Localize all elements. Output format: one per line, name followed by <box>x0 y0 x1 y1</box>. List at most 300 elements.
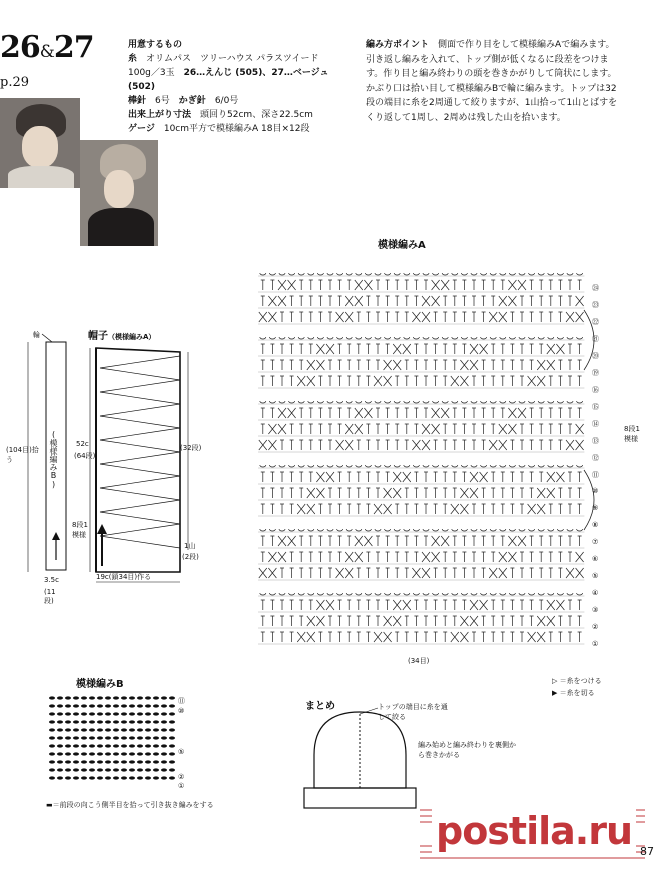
logo-text: postila.ru <box>432 809 636 853</box>
chart-b-stitch <box>89 752 95 755</box>
chart-a-stitch <box>472 296 476 306</box>
chart-a-stitch <box>318 312 322 322</box>
chart-a-stitch <box>384 488 392 498</box>
chart-a-row-mark: ⑳ <box>592 352 599 360</box>
chart-a-stitch <box>462 600 466 610</box>
chart-b-stitch <box>153 768 159 771</box>
chart-a-stitch <box>366 424 370 434</box>
chart-b-legend-text: ＝前段の向こう側半目を拾って引き抜き編みをする <box>52 801 214 809</box>
chart-a-stitch <box>509 593 515 595</box>
chart-a-stitch <box>510 488 514 498</box>
chart-a-stitch <box>520 296 524 306</box>
chart-a-stitch <box>366 600 370 610</box>
chart-a-stitch <box>309 344 313 354</box>
chart-a-stitch <box>471 273 477 275</box>
chart-b-stitch <box>145 696 151 699</box>
chart-a-stitch <box>365 593 371 595</box>
chart-a-stitch <box>576 568 584 578</box>
chart-a-stitch <box>434 360 438 370</box>
chart-b-stitch <box>73 760 79 763</box>
chart-a-stitch <box>472 280 476 290</box>
chart-a-stitch <box>529 529 535 531</box>
chart-a-stitch <box>356 401 362 403</box>
chart-a-stitch <box>510 616 514 626</box>
chart-a-stitch <box>338 376 342 386</box>
chart-a-stitch <box>386 440 390 450</box>
chart-a-stitch <box>549 424 553 434</box>
chart-a-stitch <box>308 273 314 275</box>
chart-a-stitch <box>558 504 562 514</box>
chart-a-stitch <box>261 616 265 626</box>
chart-a-stitch <box>470 360 478 370</box>
chart-b-stitch <box>169 720 175 723</box>
chart-b-stitch <box>161 704 167 707</box>
chart-a-stitch <box>269 401 275 403</box>
chart-a-stitch <box>423 337 429 339</box>
chart-a-stitch <box>316 472 324 482</box>
chart-b-stitch <box>97 776 103 779</box>
chart-a-stitch <box>441 408 449 418</box>
chart-b-stitch <box>105 752 111 755</box>
chart-b-stitch <box>121 744 127 747</box>
chart-a-stitch <box>509 465 515 467</box>
chart-a-stitch <box>539 536 543 546</box>
chart-a-stitch <box>520 504 524 514</box>
chart-b-stitch <box>97 728 103 731</box>
chart-a-stitch <box>510 600 514 610</box>
chart-a-stitch <box>480 344 488 354</box>
chart-a-stitch <box>443 616 447 626</box>
chart-a-stitch <box>309 552 313 562</box>
chart-a-stitch <box>375 529 381 531</box>
chart-a-stitch <box>462 552 466 562</box>
chart-a-stitch <box>270 616 274 626</box>
chart-b-stitch <box>89 696 95 699</box>
chart-a-stitch <box>539 408 543 418</box>
legend-cut <box>552 688 595 698</box>
chart-a-stitch <box>528 376 536 386</box>
chart-a-stitch <box>432 296 440 306</box>
chart-a-stitch <box>270 408 274 418</box>
width-rows-label: (64段) <box>74 452 96 460</box>
chart-a-stitch <box>279 593 285 595</box>
chart-a-stitch <box>482 536 486 546</box>
chart-b-stitch <box>153 720 159 723</box>
chart-a-stitch <box>529 465 535 467</box>
chart-a-stitch <box>260 401 266 403</box>
chart-a-stitch <box>374 632 382 642</box>
chart-a-stitch <box>270 360 274 370</box>
chart-a-stitch <box>452 529 458 531</box>
chart-b-stitch <box>169 728 175 731</box>
chart-a-stitch <box>530 360 534 370</box>
hook-label: かぎ針 <box>178 96 206 106</box>
chart-a-stitch <box>520 360 524 370</box>
chart-a-stitch <box>443 600 447 610</box>
chart-a-stitch <box>547 344 555 354</box>
chart-a-stitch <box>537 504 545 514</box>
chart-a-stitch <box>317 465 323 467</box>
chart-b-stitch <box>121 712 127 715</box>
chart-a-stitch <box>356 529 362 531</box>
finishing-top-note: トップの端目に糸を通して絞る <box>378 703 448 721</box>
chart-b-stitch <box>49 768 55 771</box>
chart-a-stitch <box>499 552 507 562</box>
chart-a-stitch <box>260 465 266 467</box>
chart-a-stitch <box>549 440 553 450</box>
chart-b-stitch <box>73 736 79 739</box>
chart-a-stitch <box>299 472 303 482</box>
yarn-text: オリムパス ツリーハウス パラスツイード 100g／3玉 <box>128 54 328 78</box>
chart-a-stitch <box>394 401 400 403</box>
chart-a-stitch <box>453 408 457 418</box>
chart-a-stitch <box>395 296 399 306</box>
chart-a-stitch <box>549 632 553 642</box>
chart-a-stitch <box>278 536 286 546</box>
chart-b-stitch <box>89 760 95 763</box>
chart-b-stitch <box>145 720 151 723</box>
chart-a-stitch <box>414 488 418 498</box>
chart-a-stitch <box>529 401 535 403</box>
chart-a-stitch <box>453 472 457 482</box>
title-ampersand: & <box>39 42 54 62</box>
chart-a-stitch <box>489 568 497 578</box>
chart-a-stitch <box>347 376 351 386</box>
chart-a-stitch <box>412 440 420 450</box>
chart-b-stitch <box>105 736 111 739</box>
chart-a-stitch <box>500 401 506 403</box>
chart-a-stitch <box>434 488 438 498</box>
chart-a-stitch <box>499 312 507 322</box>
chart-a-stitch <box>327 273 333 275</box>
chart-a-stitch <box>491 360 495 370</box>
chart-b-stitch <box>153 704 159 707</box>
chart-a-stitch <box>357 488 361 498</box>
chart-a-stitch <box>501 344 505 354</box>
chart-a-stitch <box>530 472 534 482</box>
chart-b-stitch <box>121 760 127 763</box>
chart-b-stitch <box>49 776 55 779</box>
chart-a-stitch <box>482 504 486 514</box>
chart-a-stitch <box>395 408 399 418</box>
face-shape <box>22 126 58 168</box>
chart-b-stitch <box>145 712 151 715</box>
chart-a-stitch <box>328 440 332 450</box>
chart-a-stitch <box>357 344 361 354</box>
chart-a-stitch <box>357 632 361 642</box>
chart-a-stitch <box>299 344 303 354</box>
needle-value: 6号 <box>155 96 170 106</box>
chart-a-stitch <box>346 401 352 403</box>
chart-a-stitch <box>480 472 488 482</box>
cast-on-label: 19c(鎖34目)作る <box>96 573 152 581</box>
chart-b-stitch <box>113 736 119 739</box>
chart-a-stitch <box>441 536 449 546</box>
chart-a-stitch <box>357 312 361 322</box>
chart-a-stitch <box>376 408 380 418</box>
chart-a-stitch <box>539 600 543 610</box>
chart-a-stitch <box>308 337 314 339</box>
chart-a-stitch <box>558 312 562 322</box>
chart-a-stitch <box>288 280 296 290</box>
chart-a-stitch <box>501 504 505 514</box>
yarn-26: 26…えんじ (505)、 <box>183 68 272 78</box>
chart-a-row-mark: ㉒ <box>592 318 599 326</box>
chart-a-stitch <box>308 401 314 403</box>
chart-b-stitch <box>89 744 95 747</box>
chart-a-stitch <box>567 529 573 531</box>
hat-title: 帽子 <box>88 331 108 342</box>
chart-a-stitch <box>452 273 458 275</box>
chart-a-stitch <box>318 376 322 386</box>
chart-a-stitch <box>558 536 562 546</box>
chart-a-stitch <box>510 440 514 450</box>
chart-a-stitch <box>337 273 343 275</box>
chart-a-stitch <box>556 472 564 482</box>
chart-a-stitch <box>357 360 361 370</box>
chart-b-stitch <box>113 712 119 715</box>
chart-a-stitch <box>290 440 294 450</box>
model-photo-1 <box>0 98 80 188</box>
chart-a-stitch <box>548 529 554 531</box>
chart-a-stitch <box>568 408 572 418</box>
chart-a-stitch <box>453 344 457 354</box>
chart-a-stitch <box>424 488 428 498</box>
chart-a-stitch <box>443 296 447 306</box>
chart-a-stitch <box>501 360 505 370</box>
chart-a-stitch <box>347 472 351 482</box>
chart-a-stitch <box>520 552 524 562</box>
chart-a-stitch <box>500 593 506 595</box>
chart-a-stitch <box>443 312 447 322</box>
chart-a-stitch <box>374 504 382 514</box>
chart-a-stitch <box>327 529 333 531</box>
chart-a-stitch <box>558 552 562 562</box>
body-shape <box>8 166 74 188</box>
chart-b-stitch <box>129 760 135 763</box>
chart-a-stitch <box>433 273 439 275</box>
chart-a-stitch <box>491 600 495 610</box>
chart-a-stitch <box>499 440 507 450</box>
chart-b-stitch <box>161 752 167 755</box>
chart-a-stitch <box>510 632 514 642</box>
hat-brim <box>304 788 416 808</box>
chart-a-stitch <box>578 360 582 370</box>
chart-a-row-mark: ㉔ <box>592 284 599 292</box>
chart-a-stitch <box>337 465 343 467</box>
chart-a-stitch <box>568 632 572 642</box>
chart-a-stitch <box>403 344 411 354</box>
chart-a-stitch <box>537 632 545 642</box>
chart-b-stitch <box>89 720 95 723</box>
model-photo-2 <box>80 140 158 246</box>
chart-b-stitch <box>97 760 103 763</box>
chart-b-legend <box>46 800 214 810</box>
chart-a-stitch <box>338 600 342 610</box>
chart-a-stitch <box>376 616 380 626</box>
chart-a-stitch <box>345 312 353 322</box>
chart-a-stitch <box>328 280 332 290</box>
chart-a-stitch <box>280 616 284 626</box>
chart-a-stitch <box>270 632 274 642</box>
chart-a-stitch <box>472 552 476 562</box>
chart-a-stitch <box>405 408 409 418</box>
chart-a-stitch <box>530 536 534 546</box>
chart-a-stitch <box>501 472 505 482</box>
chart-a-stitch <box>520 376 524 386</box>
chart-a-stitch <box>261 360 265 370</box>
chart-a-stitch <box>528 504 536 514</box>
chart-b-stitch <box>57 720 63 723</box>
chart-a-stitch <box>308 593 314 595</box>
chart-a-stitch <box>309 600 313 610</box>
chart-a-stitch <box>338 488 342 498</box>
chart-b-stitch <box>161 736 167 739</box>
chart-a-stitch <box>530 600 534 610</box>
chart-a-stitch <box>510 568 514 578</box>
chart-a-stitch <box>578 488 582 498</box>
chart-a-stitch <box>519 273 525 275</box>
chart-a-stitch <box>385 273 391 275</box>
chart-a-stitch <box>328 552 332 562</box>
chart-a-stitch <box>268 424 276 434</box>
chart-a-stitch <box>539 440 543 450</box>
chart-a-stitch <box>280 600 284 610</box>
chart-a-stitch <box>357 376 361 386</box>
chart-a-stitch <box>338 472 342 482</box>
materials-block <box>128 38 350 136</box>
chart-a-stitch <box>558 360 562 370</box>
chart-a-stitch <box>403 600 411 610</box>
chart-a-stitch <box>537 616 545 626</box>
chart-a-stitch <box>299 600 303 610</box>
chart-b-stitch <box>89 728 95 731</box>
chart-a-stitch <box>461 593 467 595</box>
chart-a-stitch <box>376 568 380 578</box>
chart-b-stitch <box>49 760 55 763</box>
chart-a-stitch <box>482 568 486 578</box>
chart-a-stitch <box>489 440 497 450</box>
chart-a-stitch <box>501 408 505 418</box>
chart-a-row-mark: ⑲ <box>592 369 599 377</box>
chart-a-stitch <box>413 465 419 467</box>
chart-a-stitch <box>452 337 458 339</box>
one-ridge-rows-label: (2段) <box>182 553 199 561</box>
chart-a-stitch <box>443 376 447 386</box>
points-body: 側面で作り目をして模様編みAで編みます。引き返し編みを入れて、トップ側が低くなるに段差をつけます。作り目と編み終わりの頭を巻きかがりして筒状にします。かぶり口は拾い目して模様編みBで輪に編みます。トップは32段の端目に糸を2周通して絞りますが、1山拾って1山とばすをくり返して1周し、2周めは残した山を拾います。 <box>366 40 618 123</box>
chart-a-stitch <box>404 401 410 403</box>
chart-a-stitch <box>376 344 380 354</box>
title-26: 26 <box>0 30 40 65</box>
chart-b-stitch <box>73 776 79 779</box>
chart-a-stitch <box>539 312 543 322</box>
chart-a-stitch <box>289 593 295 595</box>
chart-a-stitch <box>393 472 401 482</box>
attach-yarn-icon: ▷ <box>552 677 558 685</box>
chart-a-stitch <box>520 616 524 626</box>
chart-a-stitch <box>307 504 315 514</box>
chart-b-stitch <box>137 736 143 739</box>
chart-a-stitch <box>375 273 381 275</box>
chart-a-stitch <box>270 536 274 546</box>
chart-a-stitch <box>393 600 401 610</box>
size-value: 頭回り52cm、深さ22.5cm <box>200 110 313 120</box>
chart-a-stitch <box>385 529 391 531</box>
chart-a-stitch <box>442 529 448 531</box>
chart-a-stitch <box>347 344 351 354</box>
chart-a-stitch <box>434 616 438 626</box>
chart-a-stitch <box>576 440 584 450</box>
chart-a-stitch <box>270 344 274 354</box>
chart-b-stitch <box>145 776 151 779</box>
chart-a-stitch <box>290 488 294 498</box>
legend-attach <box>552 676 602 686</box>
chart-b-stitch <box>49 736 55 739</box>
chart-b-stitch <box>105 728 111 731</box>
chart-a-stitch <box>299 536 303 546</box>
chart-a-stitch <box>461 401 467 403</box>
chart-a-stitch <box>510 312 514 322</box>
chart-a-stitch <box>386 600 390 610</box>
chart-a-stitch <box>299 360 303 370</box>
chart-a-stitch <box>376 296 380 306</box>
chart-a-stitch <box>270 280 274 290</box>
chart-a-stitch <box>376 312 380 322</box>
chart-a-stitch <box>357 616 361 626</box>
chart-a-stitch <box>530 488 534 498</box>
chart-a-stitch <box>268 552 276 562</box>
chart-b-stitch <box>57 760 63 763</box>
chart-a-stitch <box>566 440 574 450</box>
chart-a-stitch <box>374 376 382 386</box>
chart-a-stitch <box>375 465 381 467</box>
chart-a-stitch <box>328 488 332 498</box>
chart-a-stitch <box>549 568 553 578</box>
chart-a-stitch <box>345 552 353 562</box>
chart-a-stitch <box>568 488 572 498</box>
chart-a-stitch <box>366 344 370 354</box>
chart-b-stitch <box>129 768 135 771</box>
chart-a-row-mark: ㉓ <box>592 301 599 309</box>
chart-a-stitch <box>355 552 363 562</box>
chart-a-grid <box>244 250 614 670</box>
chart-a-stitch <box>528 632 536 642</box>
chart-a-stitch <box>280 568 284 578</box>
chart-b-stitch <box>105 768 111 771</box>
chart-a-stitch <box>290 632 294 642</box>
chart-a-stitch <box>261 536 265 546</box>
chart-a-stitch <box>338 424 342 434</box>
chart-a-stitch <box>290 312 294 322</box>
chart-a-stitch <box>539 472 543 482</box>
chart-a-stitch <box>578 376 582 386</box>
chart-a-stitch <box>434 472 438 482</box>
chart-a-stitch <box>549 376 553 386</box>
chart-a-stitch <box>309 312 313 322</box>
watermark-logo <box>420 806 645 861</box>
chart-a-stitch <box>318 296 322 306</box>
chart-a-stitch <box>384 376 392 386</box>
chart-a-stitch <box>347 488 351 498</box>
chart-a-stitch <box>471 593 477 595</box>
chart-a-stitch <box>365 465 371 467</box>
chart-b-stitch <box>57 704 63 707</box>
chart-a-stitch <box>538 337 544 339</box>
chart-a-stitch <box>347 280 351 290</box>
chart-a-stitch <box>278 296 286 306</box>
chart-a-stitch <box>568 280 572 290</box>
chart-a-stitch <box>299 280 303 290</box>
